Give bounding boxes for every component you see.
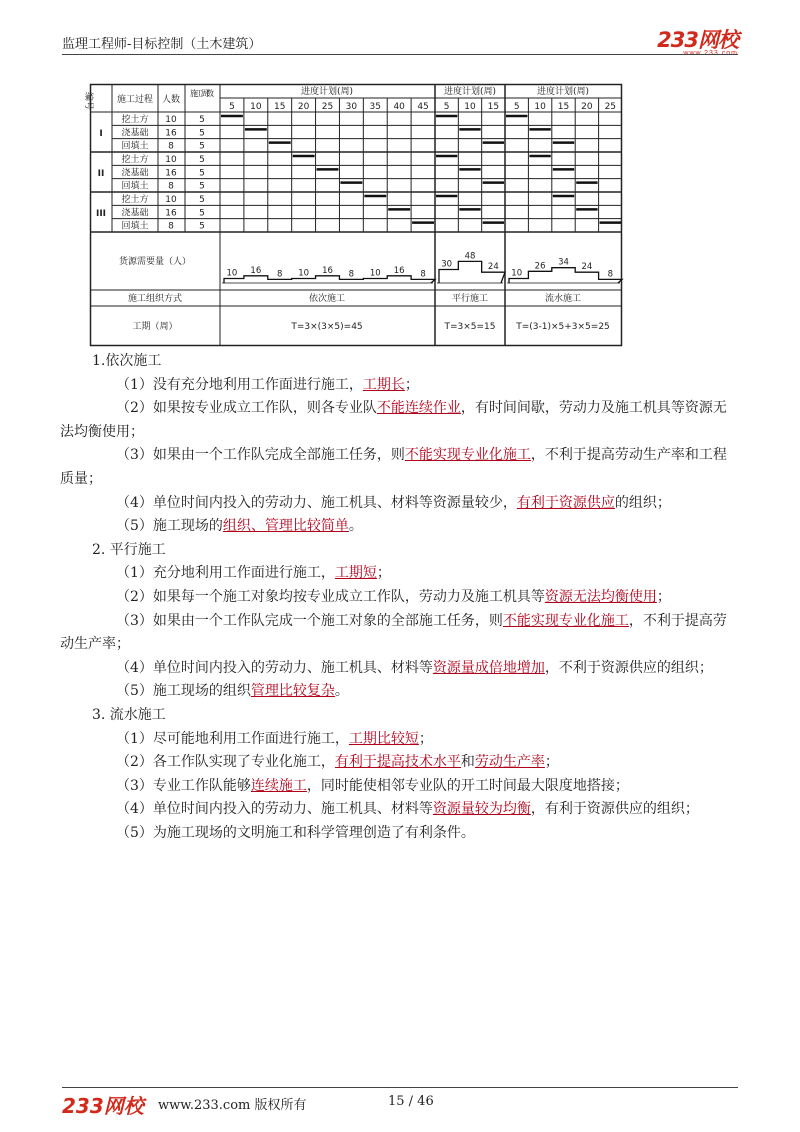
org-sequential: 依次施工	[308, 294, 346, 304]
weeks-count: 5	[199, 115, 205, 125]
sched-title-1: 进度计划(周)	[300, 87, 354, 97]
tick-label: 5	[513, 102, 520, 112]
process-name: 浇基础	[121, 168, 149, 179]
people-count: 10	[165, 195, 177, 205]
weeks-count: 5	[199, 208, 205, 219]
resource-value: 48	[464, 251, 476, 262]
sched-title-2: 进度计划(周)	[443, 87, 497, 97]
resource-value: 8	[348, 269, 355, 280]
list-item: （3）如果由一个工作队完成一个施工对象的全部施工任务，则不能实现专业化施工，不利于提高劳	[116, 612, 727, 629]
tick-label: 25	[321, 102, 334, 112]
duration-parallel: T=3×5=15	[444, 322, 496, 332]
org-label: 施工组织方式	[127, 294, 183, 304]
list-item: （1）尽可能地利用工作面进行施工，工期比较短；	[116, 730, 433, 747]
process-name: 回填土	[121, 221, 149, 232]
tick-label: 45	[417, 102, 429, 112]
resource-value: 16	[250, 265, 262, 276]
list-item: （5）施工现场的组织、管理比较简单。	[116, 518, 363, 535]
resource-value: 10	[511, 268, 523, 279]
resource-value: 26	[534, 261, 546, 272]
resource-curve	[509, 268, 622, 283]
process-name: 挖土方	[121, 115, 149, 125]
people-count: 10	[165, 115, 177, 125]
people-count: 16	[165, 208, 177, 219]
weeks-count: 5	[199, 128, 205, 139]
weeks-count: 5	[199, 221, 205, 232]
list-item-cont: 动生产率；	[60, 636, 130, 653]
tick-label: 5	[443, 102, 450, 112]
resource-value: 24	[581, 262, 593, 273]
resource-value: 10	[369, 268, 381, 279]
process-name: 回填土	[121, 141, 149, 152]
process-name: 挖土方	[121, 195, 149, 205]
header-process: 施工过程	[116, 95, 154, 105]
weeks-count: 5	[199, 195, 205, 205]
duration-label: 工期（周）	[132, 322, 178, 332]
section-title-2: 2. 平行施工	[92, 541, 166, 558]
list-item: （2）各工作队实现了专业化施工，有利于提高技术水平和劳动生产率；	[116, 754, 559, 771]
org-parallel: 平行施工	[451, 294, 489, 304]
schedule-table-svg	[83, 84, 622, 346]
people-count: 10	[165, 155, 177, 165]
resource-value: 30	[441, 259, 453, 270]
resource-value: 8	[607, 269, 614, 280]
org-flow: 流水施工	[544, 294, 582, 304]
list-item: （4）单位时间内投入的劳动力、施工机具、材料等资源量成倍地增加，不利于资源供应的组织；	[116, 659, 713, 676]
process-name: 浇基础	[121, 208, 149, 219]
duration-flow: T=(3-1)×5+3×5=25	[516, 322, 610, 332]
list-item: （5）为施工现场的文明施工和科学管理创造了有利条件。	[116, 824, 475, 841]
tick-label: 5	[229, 102, 235, 112]
people-count: 8	[168, 181, 174, 192]
header-rule	[62, 54, 738, 55]
list-item: （4）单位时间内投入的劳动力、施工机具、材料等资源量较为均衡，有利于资源供应的组织；	[116, 801, 699, 818]
group-label: II	[97, 169, 105, 179]
tick-label: 30	[345, 102, 358, 112]
tick-label: 10	[534, 102, 546, 112]
construction-schedule-figure	[83, 84, 622, 350]
body-text	[60, 350, 742, 845]
people-count: 16	[165, 168, 177, 179]
process-name: 浇基础	[121, 128, 149, 139]
list-item: （1）充分地利用工作面进行施工，工期短；	[116, 565, 391, 582]
list-item: （3）如果由一个工作队完成全部施工任务，则不能实现专业化施工，不利于提高劳动生产率和工程	[116, 447, 727, 464]
list-item-cont: 法均衡使用；	[60, 423, 144, 440]
resource-label: 货源需要量（人）	[118, 257, 192, 267]
weeks-count: 5	[199, 141, 205, 152]
people-count: 8	[168, 221, 174, 232]
resource-value: 16	[322, 265, 333, 276]
footer-copyright: www.233.com 版权所有	[158, 1098, 307, 1113]
group-label: III	[95, 209, 107, 219]
resource-value: 16	[393, 265, 405, 276]
weeks-count: 5	[199, 168, 205, 179]
tick-label: 35	[369, 102, 382, 112]
resource-value: 10	[226, 268, 238, 279]
list-item: （5）施工现场的组织管理比较复杂。	[116, 683, 349, 700]
tick-label: 15	[557, 102, 570, 112]
list-item: （1）没有充分地利用工作面进行施工，工期长；	[116, 376, 419, 393]
section-title-3: 3. 流水施工	[92, 706, 166, 723]
header-title: 监理工程师-目标控制（土木建筑）	[62, 37, 262, 52]
resource-curve	[224, 276, 435, 283]
list-item: （3）专业工作队能够连续施工，同时能使相邻专业队的开工时间最大限度地搭接；	[116, 777, 629, 794]
tick-label: 20	[581, 102, 593, 112]
group-label: I	[99, 129, 103, 139]
resource-value: 10	[298, 268, 310, 279]
tick-label: 15	[273, 102, 286, 112]
duration-sequential: T=3×(3×5)=45	[291, 322, 363, 332]
page-number: 15 / 46	[388, 1094, 434, 1109]
tick-label: 25	[604, 102, 617, 112]
people-count: 8	[168, 141, 174, 152]
header-weeks: 施工周数	[190, 89, 214, 98]
footer-rule	[62, 1087, 738, 1088]
tick-label: 10	[464, 102, 476, 112]
tick-label: 40	[393, 102, 405, 112]
tick-label: 20	[297, 102, 310, 112]
section-title-1: 1.依次施工	[92, 353, 162, 369]
sched-title-3: 进度计划(周)	[536, 87, 590, 97]
list-item: （2）如果每一个施工对象均按专业成立工作队，劳动力及施工机具等资源无法均衡使用；	[116, 588, 671, 605]
tick-label: 15	[487, 102, 500, 112]
process-name: 挖土方	[121, 155, 149, 165]
tick-label: 10	[250, 102, 262, 112]
list-item-cont: 质量；	[60, 470, 102, 487]
header-people: 人数	[161, 95, 181, 105]
list-item: （2）如果按专业成立工作队，则各专业队不能连续作业，有时间间歇，劳动力及施工机具等资源无	[116, 400, 727, 417]
weeks-count: 5	[199, 155, 205, 165]
list-item: （4）单位时间内投入的劳动力、施工机具、材料等资源量较少，有利于资源供应的组织；	[116, 494, 671, 511]
resource-value: 34	[558, 257, 569, 268]
resource-value: 8	[420, 269, 426, 280]
resource-value: 24	[487, 262, 499, 273]
resource-value: 8	[277, 269, 283, 280]
process-name: 回填土	[121, 181, 149, 192]
header-no: 编号	[83, 92, 93, 111]
weeks-count: 5	[199, 181, 205, 192]
footer-logo: 233网校	[62, 1094, 144, 1118]
brand-logo: 233网校	[657, 28, 738, 52]
people-count: 16	[165, 128, 177, 139]
